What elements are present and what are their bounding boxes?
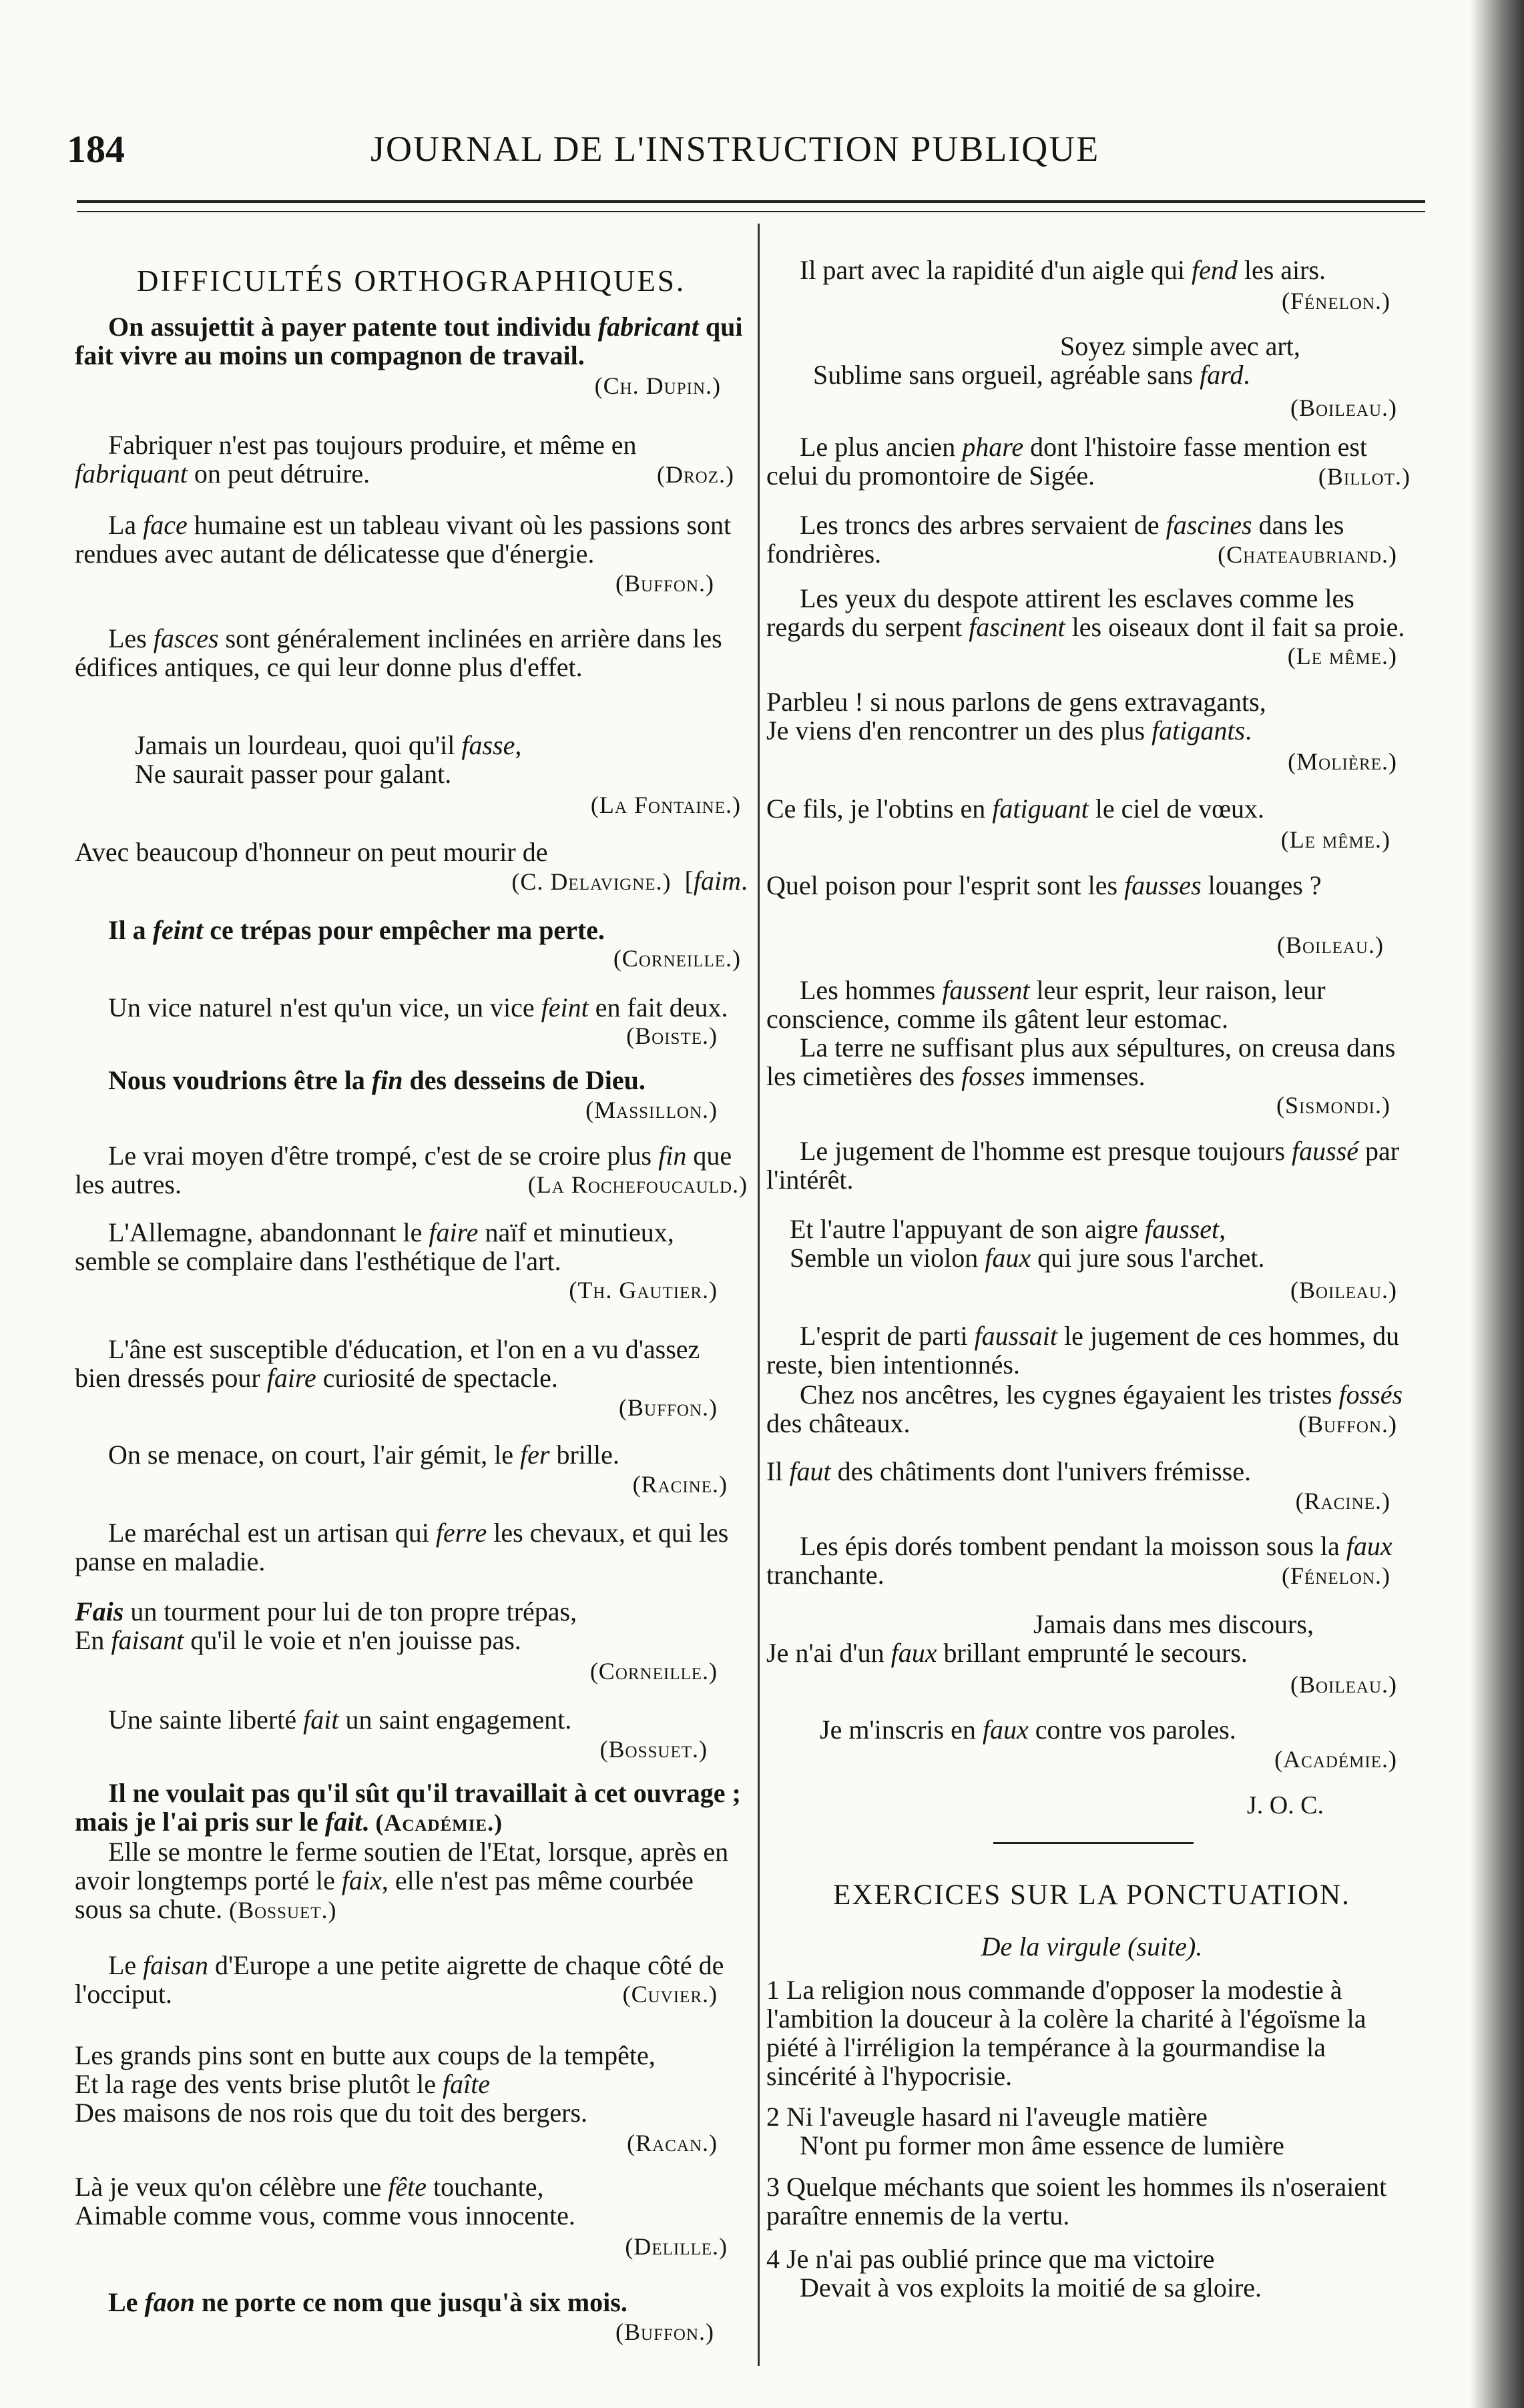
source: (Le même.)	[1280, 826, 1390, 853]
keyword: fausset	[1145, 1214, 1220, 1244]
source: (Buffon.)	[1298, 1411, 1397, 1438]
source: (Molière.)	[1288, 748, 1397, 775]
source: (Delille.)	[625, 2233, 728, 2260]
keyword: faire	[429, 1217, 479, 1247]
keyword: fabriquant	[75, 459, 188, 489]
keyword: phare	[962, 432, 1024, 462]
keyword: fin	[371, 1065, 403, 1095]
keyword: fin	[658, 1141, 687, 1171]
entry: La face humaine est un tableau vivant où les passions sont rendues avec autant de délicatesse que d'énergie.	[75, 510, 732, 569]
exercise-item: 3 Quelque méchants que soient les hommes ils n'oseraient paraître ennemis de la vertu.	[766, 2172, 1387, 2230]
source: (Buffon.)	[615, 570, 714, 597]
entry: Le maréchal est un artisan qui ferre les chevaux, et qui les panse en maladie.	[75, 1518, 729, 1576]
verse: Soyez simple avec art, Sublime sans orgueil, agréable sans fard.	[813, 331, 1300, 390]
entry: Chez nos ancêtres, les cygnes égayaient les tristes fossés des châteaux.	[766, 1380, 1403, 1438]
source: (Boileau.)	[1276, 932, 1384, 958]
entry: Elle se montre le ferme soutien de l'Etat, lorsque, après en avoir longtemps porté le faix, elle n'est pas même courbée sous sa chute. (Bossuet.)	[75, 1837, 729, 1924]
signature: J. O. C.	[1246, 1791, 1324, 1819]
header-rule-thin	[77, 211, 1425, 212]
keyword: fascines	[1166, 510, 1252, 540]
entry: L'Allemagne, abandonnant le faire naïf et minutieux, semble se complaire dans l'esthétique de l'art.	[75, 1217, 674, 1276]
keyword: ferre	[435, 1518, 487, 1548]
keyword: fait	[324, 1807, 362, 1837]
keyword: feint	[152, 915, 204, 945]
source: (Racine.)	[632, 1471, 728, 1498]
entry: Les fasces sont généralement inclinées en arrière dans les édifices antiques, ce qui leur donne plus d'effet.	[75, 623, 722, 682]
section-rule	[993, 1842, 1194, 1844]
source: (Boileau.)	[1290, 394, 1397, 421]
source: (Buffon.)	[619, 1394, 718, 1421]
verse: Jamais un lourdeau, quoi qu'il fasse, Ne saurait passer pour galant.	[135, 730, 522, 789]
keyword: fête	[388, 2172, 427, 2202]
keyword: faux	[982, 1715, 1029, 1745]
entry: Il ne voulait pas qu'il sût qu'il travaillait à cet ouvrage ; mais je l'ai pris sur le fait. (Académie.)	[75, 1778, 741, 1837]
keyword: face	[143, 510, 188, 540]
source: (Boileau.)	[1290, 1671, 1397, 1698]
entry: Les épis dorés tombent pendant la moisson sous la faux tranchante.	[766, 1531, 1392, 1590]
keyword: faix	[341, 1865, 382, 1895]
keyword: fasces	[153, 623, 219, 653]
source: (Académie.)	[375, 1809, 503, 1836]
entry: Fabriquer n'est pas toujours produire, et même en fabriquant on peut détruire.	[75, 430, 637, 489]
column-divider	[758, 224, 760, 2366]
running-title: JOURNAL DE L'INSTRUCTION PUBLIQUE	[370, 129, 1100, 169]
entry: Une sainte liberté fait un saint engagement.	[108, 1705, 572, 1735]
keyword: faisan	[143, 1950, 208, 1980]
keyword: faire	[266, 1363, 316, 1393]
keyword: fait	[303, 1705, 339, 1735]
entry: Le plus ancien phare dont l'histoire fasse mention est celui du promontoire de Sigée.	[766, 432, 1367, 491]
keyword: faux	[891, 1638, 937, 1668]
entry: Il a feint ce trépas pour empêcher ma perte.	[108, 915, 605, 945]
keyword: fer	[520, 1440, 550, 1470]
entry: Ce fils, je l'obtins en fatiguant le ciel de vœux.	[766, 794, 1264, 824]
source: (Buffon.)	[615, 2319, 714, 2345]
keyword: fascinent	[969, 612, 1065, 642]
keyword: faux	[1346, 1531, 1392, 1561]
source: (Racan.)	[627, 2130, 718, 2156]
exercise-subtitle: De la virgule (suite).	[981, 1931, 1203, 1962]
entry: Quel poison pour l'esprit sont les fausses louanges ?	[766, 870, 1322, 900]
entry: Les hommes faussent leur esprit, leur raison, leur conscience, comme ils gâtent leur estomac.	[766, 975, 1326, 1034]
exercise-item: 1 La religion nous commande d'opposer la modestie à l'ambition la douceur à la colère la charité à l'égoïsme la piété à l'irréligion la tempérance à la gourmandise la sincérité à l'hypocrisie.	[766, 1975, 1366, 2091]
entry: On assujettit à payer patente tout individu fabricant qui fait vivre au moins un compagnon de travail.	[75, 312, 743, 370]
entry: Il faut des châtiments dont l'univers frémisse.	[766, 1456, 1251, 1486]
keyword: fausses	[1124, 870, 1202, 900]
entry: L'âne est susceptible d'éducation, et l'on en a vu d'assez bien dressés pour faire curiosité de spectacle.	[75, 1334, 700, 1393]
source: (Cuvier.)	[622, 1981, 718, 2008]
keyword: faîte	[442, 2069, 491, 2099]
source: (Le même.)	[1287, 643, 1397, 669]
source: (La Fontaine.)	[590, 792, 741, 818]
source: (Droz.)	[657, 461, 734, 488]
exercise-item: 2 Ni l'aveugle hasard ni l'aveugle matière N'ont pu former mon âme essence de lumière	[766, 2102, 1284, 2160]
verse: Parbleu ! si nous parlons de gens extravagants, Je viens d'en rencontrer un des plus fatigants.	[766, 687, 1266, 745]
source: (Boileau.)	[1290, 1277, 1397, 1303]
page-number: 184	[67, 127, 125, 171]
source: (Sismondi.)	[1276, 1092, 1390, 1119]
entry: Je m'inscris en faux contre vos paroles.	[820, 1715, 1236, 1745]
exercise-item: 4 Je n'ai pas oublié prince que ma victoire Devait à vos exploits la moitié de sa gloire.	[766, 2244, 1262, 2303]
source: (Académie.)	[1274, 1746, 1397, 1773]
keyword: fabricant	[597, 312, 699, 342]
keyword: faux	[985, 1243, 1031, 1273]
keyword: fatigants	[1152, 715, 1246, 745]
source: (Billot.)	[1318, 463, 1411, 490]
keyword: faisant	[111, 1625, 184, 1655]
section-title: DIFFICULTÉS ORTHOGRAPHIQUES.	[136, 264, 686, 298]
source: (C. Delavigne.)	[511, 868, 672, 895]
source: (Th. Gautier.)	[569, 1277, 718, 1303]
keyword: feint	[541, 992, 589, 1022]
source: (Ch. Dupin.)	[594, 372, 721, 399]
entry: On se menace, on court, l'air gémit, le fer brille.	[108, 1440, 619, 1470]
keyword: fasse	[461, 730, 515, 760]
entry: Le faisan d'Europe a une petite aigrette de chaque côté de l'occiput.	[75, 1950, 724, 2009]
entry: Le vrai moyen d'être trompé, c'est de se croire plus fin que les autres.	[75, 1141, 732, 1199]
entry: Le faon ne porte ce nom que jusqu'à six mois.	[108, 2287, 627, 2317]
keyword: faon	[144, 2287, 196, 2317]
entry: Un vice naturel n'est qu'un vice, un vice feint en fait deux.	[108, 992, 728, 1022]
keyword: faussent	[942, 975, 1030, 1005]
entry: Les yeux du despote attirent les esclaves comme les regards du serpent fascinent les oiseaux dont il fait sa proie.	[766, 583, 1405, 642]
verse: Jamais dans mes discours, Je n'ai d'un faux brillant emprunté le secours.	[766, 1609, 1314, 1668]
scan-edge-shadow	[1471, 0, 1524, 2408]
source: (La Rochefoucauld.)	[527, 1171, 748, 1198]
keyword: faim	[693, 866, 741, 896]
entry: L'esprit de parti faussait le jugement de ces hommes, du reste, bien intentionnés.	[766, 1321, 1400, 1380]
source: (Corneille.)	[589, 1658, 718, 1685]
keyword: faut	[789, 1456, 831, 1486]
source: (Chateaubriand.)	[1218, 541, 1397, 568]
source: (Bossuet.)	[599, 1736, 708, 1763]
keyword: fossés	[1338, 1380, 1403, 1410]
entry: Avec beaucoup d'honneur on peut mourir de (C. Delavigne.) [faim.	[75, 837, 748, 896]
source: (Bossuet.)	[229, 1897, 337, 1923]
verse: Fais un tourment pour lui de ton propre trépas, En faisant qu'il le voie et n'en jouisse pas.	[75, 1596, 577, 1655]
verse: Et l'autre l'appuyant de son aigre fausset, Semble un violon faux qui jure sous l'archet.	[790, 1214, 1265, 1273]
source: (Racine.)	[1295, 1488, 1390, 1514]
entry: Il part avec la rapidité d'un aigle qui fend les airs.	[800, 255, 1326, 285]
keyword: fend	[1191, 255, 1238, 285]
keyword: fosses	[961, 1061, 1025, 1091]
entry: Les troncs des arbres servaient de fascines dans les fondrières.	[766, 510, 1344, 569]
header-rule	[77, 200, 1425, 203]
keyword: faussait	[974, 1321, 1058, 1351]
source: (Corneille.)	[613, 945, 741, 972]
verse: Les grands pins sont en butte aux coups de la tempête, Et la rage des vents brise plutôt le faîte Des maisons de nos rois que du toit des bergers.	[75, 2040, 656, 2128]
entry: Le jugement de l'homme est presque toujours faussé par l'intérêt.	[766, 1136, 1400, 1195]
source: (Fénelon.)	[1282, 1562, 1390, 1589]
keyword: faussé	[1292, 1136, 1359, 1166]
entry: La terre ne suffisant plus aux sépultures, on creusa dans les cimetières des fosses immenses.	[766, 1032, 1396, 1091]
source: (Massillon.)	[585, 1097, 718, 1123]
entry: Nous voudrions être la fin des desseins de Dieu.	[108, 1065, 646, 1095]
source: (Boiste.)	[626, 1022, 718, 1049]
source: (Fénelon.)	[1282, 288, 1390, 314]
keyword: fard	[1200, 360, 1244, 390]
keyword: Fais	[75, 1596, 124, 1626]
exercise-title: EXERCICES SUR LA PONCTUATION.	[833, 1879, 1350, 1911]
verse: Là je veux qu'on célèbre une fête touchante, Aimable comme vous, comme vous innocente.	[75, 2172, 575, 2230]
keyword: fatiguant	[992, 794, 1089, 824]
